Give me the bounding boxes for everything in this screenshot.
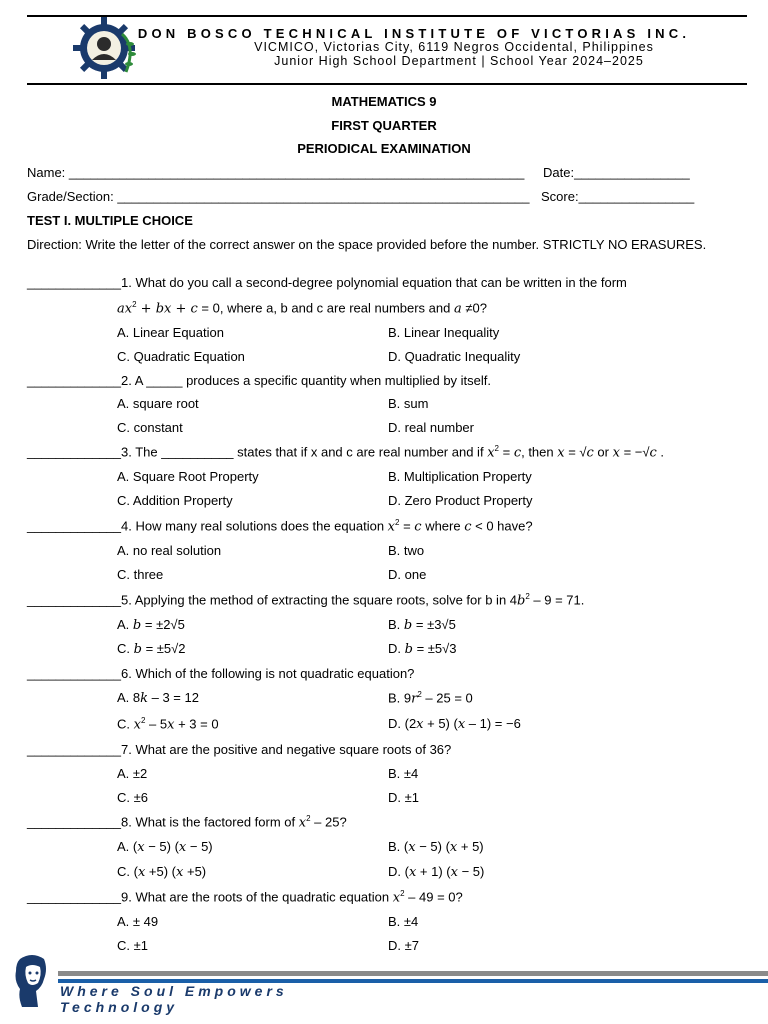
- footer-motto-line2: Technology: [60, 999, 179, 1015]
- q6-choice-c: C. $x^2 - 5x + 3 = 0$: [117, 716, 219, 733]
- q9-choice-d: D. ±7: [388, 938, 419, 953]
- answer-blank: _____________: [27, 742, 121, 757]
- q8-choice-c: C. (x +5) (x +5): [117, 864, 207, 880]
- school-department: Junior High School Department | School Year 2024–2025: [274, 54, 644, 68]
- q7-choice-a: A. ±2: [117, 766, 148, 781]
- q6-choice-d: D. (2x + 5) (x – 1) = −6: [388, 716, 521, 732]
- q4-choice-d: D. one: [388, 567, 427, 582]
- q2-choice-d: D. real number: [388, 420, 474, 435]
- question-6: _____________6. Which of the following is not quadratic equation?: [27, 666, 415, 681]
- name-field: Name: _______________________________________________________________: [27, 165, 525, 180]
- school-address: VICMICO, Victorias City, 6119 Negros Occidental, Philippines: [254, 40, 654, 54]
- q1-choice-b: B. Linear Inequality: [388, 325, 500, 340]
- q2-choice-a: A. square root: [117, 396, 199, 411]
- question-3: _____________3. The __________ states that if x and c are real number and if $x^2 = c$, then x = √c or x = −√c .: [27, 444, 665, 461]
- q8-choice-b: B. (x − 5) (x + 5): [388, 839, 484, 855]
- q5-choice-d: D. b = ±5√3: [388, 641, 457, 657]
- answer-blank: _____________: [27, 518, 121, 534]
- q6-choice-b: B. $9r^2 - 25 = 0$: [388, 690, 473, 707]
- answer-blank: _____________: [27, 666, 121, 681]
- question-4: _____________4. How many real solutions does the equation $x^2 = c$ where c < 0 have?: [27, 518, 533, 535]
- q3-choice-b: B. Multiplication Property: [388, 469, 532, 484]
- answer-blank: _____________: [27, 592, 121, 608]
- direction-text: Direction: Write the letter of the correct answer on the space provided before the number. STRICTLY NO ERASURES.: [27, 237, 707, 252]
- q7-choice-c: C. ±6: [117, 790, 148, 805]
- question-1-form: $ax^2$ + bx + c = 0, where a, b and c are real numbers and a ≠0?: [117, 300, 487, 317]
- q4-choice-b: B. two: [388, 543, 425, 558]
- q7-choice-d: D. ±1: [388, 790, 419, 805]
- q9-choice-a: A. ± 49: [117, 914, 159, 929]
- footer-motto-line1: Where Soul Empowers: [60, 983, 288, 999]
- q6-choice-a: A. 8k – 3 = 12: [117, 690, 199, 706]
- q5-choice-c: C. b = ±5√2: [117, 641, 186, 657]
- subject-title: MATHEMATICS 9: [331, 94, 437, 109]
- header-bottom-rule: [27, 83, 747, 85]
- q1-choice-d: D. Quadratic Inequality: [388, 349, 521, 364]
- answer-blank: _____________: [27, 814, 121, 830]
- q5-choice-a: A. b = ±2√5: [117, 617, 185, 633]
- answer-blank: _____________: [27, 275, 121, 290]
- question-5: _____________5. Applying the method of extracting the square roots, solve for b in $4b^2 - 9 = 71$.: [27, 592, 585, 609]
- test-title: TEST I. MULTIPLE CHOICE: [27, 213, 193, 228]
- q8-choice-a: A. (x − 5) (x − 5): [117, 839, 213, 855]
- answer-blank: _____________: [27, 373, 121, 388]
- q4-choice-c: C. three: [117, 567, 164, 582]
- question-8: _____________8. What is the factored form of $x^2 - 25$?: [27, 814, 347, 831]
- grade-section-field: Grade/Section: _________________________________________________________: [27, 189, 530, 204]
- q3-choice-d: D. Zero Product Property: [388, 493, 533, 508]
- q2-choice-c: C. constant: [117, 420, 183, 435]
- q7-choice-b: B. ±4: [388, 766, 419, 781]
- q4-choice-a: A. no real solution: [117, 543, 222, 558]
- q3-choice-a: A. Square Root Property: [117, 469, 259, 484]
- q9-choice-b: B. ±4: [388, 914, 419, 929]
- question-9: _____________9. What are the roots of the quadratic equation $x^2 - 49 = 0$?: [27, 889, 463, 906]
- q9-choice-c: C. ±1: [117, 938, 148, 953]
- quarter-title: FIRST QUARTER: [331, 118, 437, 133]
- q5-choice-b: B. b = ±3√5: [388, 617, 456, 633]
- score-field: Score:________________: [541, 189, 695, 204]
- founder-silhouette-icon: [12, 953, 54, 1009]
- q8-choice-d: D. (x + 1) (x − 5): [388, 864, 485, 880]
- date-field: Date:________________: [543, 165, 690, 180]
- q1-choice-a: A. Linear Equation: [117, 325, 224, 340]
- question-2: _____________2. A _____ produces a specific quantity when multiplied by itself.: [27, 373, 491, 388]
- school-name: DON BOSCO TECHNICAL INSTITUTE OF VICTORIAS INC.: [137, 26, 691, 41]
- footer-gray-bar: [58, 971, 768, 976]
- answer-blank: _____________: [27, 444, 121, 460]
- q1-choice-c: C. Quadratic Equation: [117, 349, 245, 364]
- exam-title: PERIODICAL EXAMINATION: [297, 141, 471, 156]
- answer-blank: _____________: [27, 889, 121, 905]
- question-1: _____________1. What do you call a second-degree polynomial equation that can be written in the form: [27, 275, 627, 290]
- q2-choice-b: B. sum: [388, 396, 429, 411]
- q3-choice-c: C. Addition Property: [117, 493, 233, 508]
- question-7: _____________7. What are the positive and negative square roots of 36?: [27, 742, 452, 757]
